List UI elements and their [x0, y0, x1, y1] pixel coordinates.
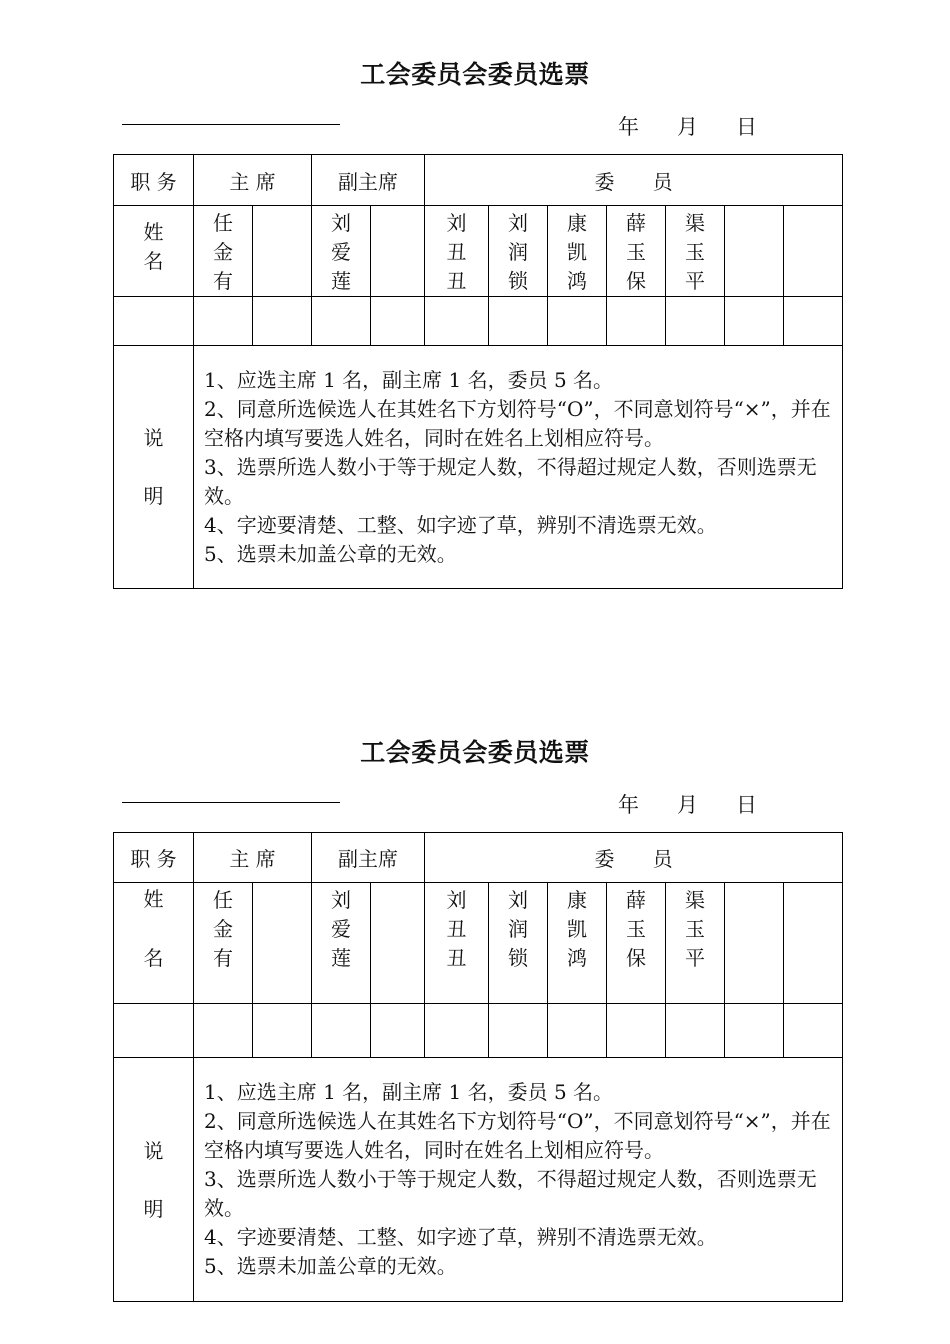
- note-2: 2、同意所选候选人在其姓名下方划符号“O”，不同意划符号“×”，并在空格内填写要选人姓名，同时在姓名上划相应符号。: [204, 397, 831, 450]
- header-chairman: 主 席: [194, 833, 312, 883]
- mark-cell[interactable]: [489, 1004, 548, 1058]
- mark-cell[interactable]: [312, 297, 371, 346]
- note-4: 4、字迹要清楚、工整、如字迹了草，辨别不清选票无效。: [204, 513, 717, 537]
- candidate-member-2: 刘 润 锁: [489, 206, 548, 297]
- header-member: 委 员: [425, 833, 843, 883]
- mark-cell[interactable]: [725, 297, 784, 346]
- notes-text: [194, 1058, 843, 1302]
- names-row: [114, 883, 843, 1004]
- mark-cell[interactable]: [194, 1004, 253, 1058]
- mark-row-label: [114, 1004, 194, 1058]
- blank-name-cell[interactable]: [725, 883, 784, 1004]
- date-month: 月: [677, 115, 698, 139]
- candidate-vice-chairman: 刘 爱 莲: [312, 206, 371, 297]
- blank-name-cell[interactable]: [784, 883, 843, 1004]
- header-position: 职 务: [114, 155, 194, 206]
- header-member: 委 员: [425, 155, 843, 206]
- notes-label: 说 明: [114, 1058, 194, 1302]
- blank-name-cell[interactable]: [371, 206, 425, 297]
- candidate-chairman: 任 金 有: [194, 206, 253, 297]
- header-row: [114, 833, 843, 883]
- blank-name-cell[interactable]: [253, 206, 312, 297]
- candidate-member-5: 渠 玉 平: [666, 206, 725, 297]
- header-row: [114, 155, 843, 206]
- candidate-member-1: 刘 丑 丑: [425, 883, 489, 1004]
- mark-cell[interactable]: [312, 1004, 371, 1058]
- ballot-title: 工会委员会委员选票: [360, 60, 590, 89]
- mark-cell[interactable]: [194, 297, 253, 346]
- mark-cell[interactable]: [371, 1004, 425, 1058]
- date-year: 年: [618, 793, 639, 817]
- notes-row: [114, 346, 843, 589]
- blank-underline: [122, 124, 340, 125]
- mark-cell[interactable]: [548, 1004, 607, 1058]
- blank-name-cell[interactable]: [725, 206, 784, 297]
- date-day: 日: [736, 793, 757, 817]
- candidate-member-3: 康 凯 鸿: [548, 883, 607, 1004]
- date-year: 年: [618, 115, 639, 139]
- date-month: 月: [677, 793, 698, 817]
- candidate-member-3: 康 凯 鸿: [548, 206, 607, 297]
- mark-cell[interactable]: [425, 1004, 489, 1058]
- note-1: 1、应选主席 1 名，副主席 1 名，委员 5 名。: [204, 1080, 614, 1104]
- mark-cell[interactable]: [607, 297, 666, 346]
- candidate-chairman: 任 金 有: [194, 883, 253, 1004]
- blank-underline: [122, 802, 340, 803]
- header-position: 职 务: [114, 833, 194, 883]
- candidate-member-4: 薛 玉 保: [607, 883, 666, 1004]
- header-vice-chairman: 副主席: [312, 833, 425, 883]
- mark-cell[interactable]: [784, 1004, 843, 1058]
- note-3: 3、选票所选人数小于等于规定人数，不得超过规定人数，否则选票无效。: [204, 1167, 817, 1220]
- candidate-member-2: 刘 润 锁: [489, 883, 548, 1004]
- mark-cell[interactable]: [784, 297, 843, 346]
- date-day: 日: [736, 115, 757, 139]
- mark-cell[interactable]: [489, 297, 548, 346]
- notes-row: [114, 1058, 843, 1302]
- date-row: [618, 789, 757, 819]
- ballot-title: 工会委员会委员选票: [360, 738, 590, 767]
- mark-row-label: [114, 297, 194, 346]
- mark-cell[interactable]: [371, 297, 425, 346]
- candidate-member-1: 刘 丑 丑: [425, 206, 489, 297]
- candidate-vice-chairman: 刘 爱 莲: [312, 883, 371, 1004]
- mark-cell[interactable]: [548, 297, 607, 346]
- header-chairman: 主 席: [194, 155, 312, 206]
- mark-row: [114, 1004, 843, 1058]
- candidate-member-4: 薛 玉 保: [607, 206, 666, 297]
- note-4: 4、字迹要清楚、工整、如字迹了草，辨别不清选票无效。: [204, 1225, 717, 1249]
- note-2: 2、同意所选候选人在其姓名下方划符号“O”，不同意划符号“×”，并在空格内填写要选人姓名，同时在姓名上划相应符号。: [204, 1109, 831, 1162]
- candidate-member-5: 渠 玉 平: [666, 883, 725, 1004]
- name-label: 姓 名: [114, 206, 194, 297]
- notes-label: 说 明: [114, 346, 194, 589]
- note-5: 5、选票未加盖公章的无效。: [204, 542, 457, 566]
- note-5: 5、选票未加盖公章的无效。: [204, 1254, 457, 1278]
- mark-cell[interactable]: [666, 297, 725, 346]
- mark-row: [114, 297, 843, 346]
- mark-cell[interactable]: [425, 297, 489, 346]
- blank-name-cell[interactable]: [253, 883, 312, 1004]
- mark-cell[interactable]: [253, 297, 312, 346]
- mark-cell[interactable]: [725, 1004, 784, 1058]
- note-3: 3、选票所选人数小于等于规定人数，不得超过规定人数，否则选票无效。: [204, 455, 817, 508]
- ballot-table: [113, 154, 843, 589]
- date-row: [618, 111, 757, 141]
- blank-name-cell[interactable]: [784, 206, 843, 297]
- mark-cell[interactable]: [607, 1004, 666, 1058]
- note-1: 1、应选主席 1 名，副主席 1 名，委员 5 名。: [204, 368, 614, 392]
- mark-cell[interactable]: [253, 1004, 312, 1058]
- ballot-table: [113, 832, 843, 1302]
- names-row: [114, 206, 843, 297]
- name-label: 姓 名: [114, 883, 194, 1004]
- mark-cell[interactable]: [666, 1004, 725, 1058]
- header-vice-chairman: 副主席: [312, 155, 425, 206]
- notes-text: [194, 346, 843, 589]
- blank-name-cell[interactable]: [371, 883, 425, 1004]
